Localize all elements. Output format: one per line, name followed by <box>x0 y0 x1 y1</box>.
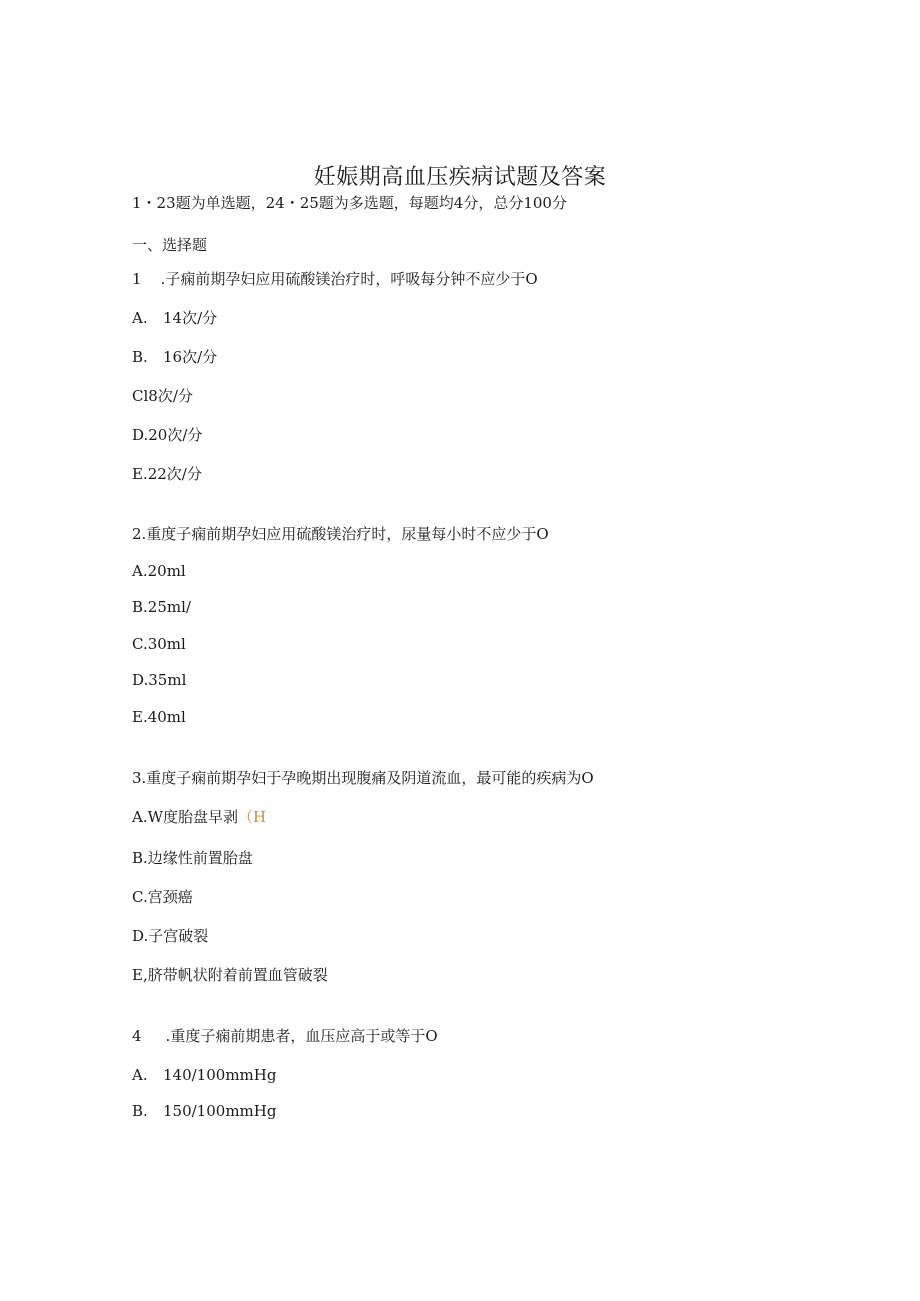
option-text: 14次/分 <box>163 309 218 327</box>
option-letter: B. <box>132 1102 148 1120</box>
question-2-option-c: C.30ml <box>132 635 186 653</box>
question-1-option-d: D.20次/分 <box>132 426 203 444</box>
document-title: 妊娠期高血压疾病试题及答案 <box>313 165 607 190</box>
question-4-number: 4 <box>132 1027 142 1045</box>
question-1-option-b <box>132 346 217 367</box>
question-2-option-d: D.35ml <box>132 671 187 689</box>
question-1 <box>132 268 538 289</box>
option-letter: A. <box>132 309 148 327</box>
question-2-option-e: E.40ml <box>132 708 186 726</box>
handwritten-annotation: （H <box>238 808 267 826</box>
option-text: 150/100mmHg <box>163 1102 277 1120</box>
question-1-text: .子痫前期孕妇应用硫酸镁治疗时，呼吸每分钟不应少于O <box>160 270 538 288</box>
option-text: 140/100mmHg <box>163 1066 277 1084</box>
question-4-option-b <box>132 1102 276 1120</box>
section-heading: 一、选择题 <box>132 236 208 254</box>
question-3-option-e: E,脐带帆状附着前置血管破裂 <box>132 966 328 984</box>
question-3-option-a <box>132 806 266 827</box>
question-2-option-a: A.20ml <box>132 562 186 580</box>
question-1-option-c: Cl8次/分 <box>132 387 193 405</box>
question-4-text: .重度子痫前期患者，血压应高于或等于O <box>165 1027 438 1045</box>
question-3-option-d: D.子宫破裂 <box>132 927 209 945</box>
option-letter: A. <box>132 1066 148 1084</box>
question-3-option-b: B.边缘性前置胎盘 <box>132 849 253 867</box>
option-letter: B. <box>132 348 148 366</box>
exam-instructions: 1・23题为单选题，24・25题为多选题，每题均4分，总分100分 <box>132 194 567 212</box>
question-2-option-b: B.25ml/ <box>132 598 191 616</box>
question-3-option-c: C.宫颈癌 <box>132 888 193 906</box>
question-1-option-e: E.22次/分 <box>132 465 202 483</box>
question-3: 3.重度子痫前期孕妇于孕晚期出现腹痛及阴道流血，最可能的疾病为O <box>132 769 594 787</box>
question-1-option-a <box>132 307 217 328</box>
question-4-option-a <box>132 1066 276 1084</box>
question-2: 2.重度子痫前期孕妇应用硫酸镁治疗时，尿量每小时不应少于O <box>132 525 549 543</box>
option-text: 16次/分 <box>163 348 218 366</box>
question-4 <box>132 1025 438 1046</box>
question-1-number: 1 <box>132 270 142 288</box>
option-text: A.W度胎盘早剥 <box>132 808 239 826</box>
